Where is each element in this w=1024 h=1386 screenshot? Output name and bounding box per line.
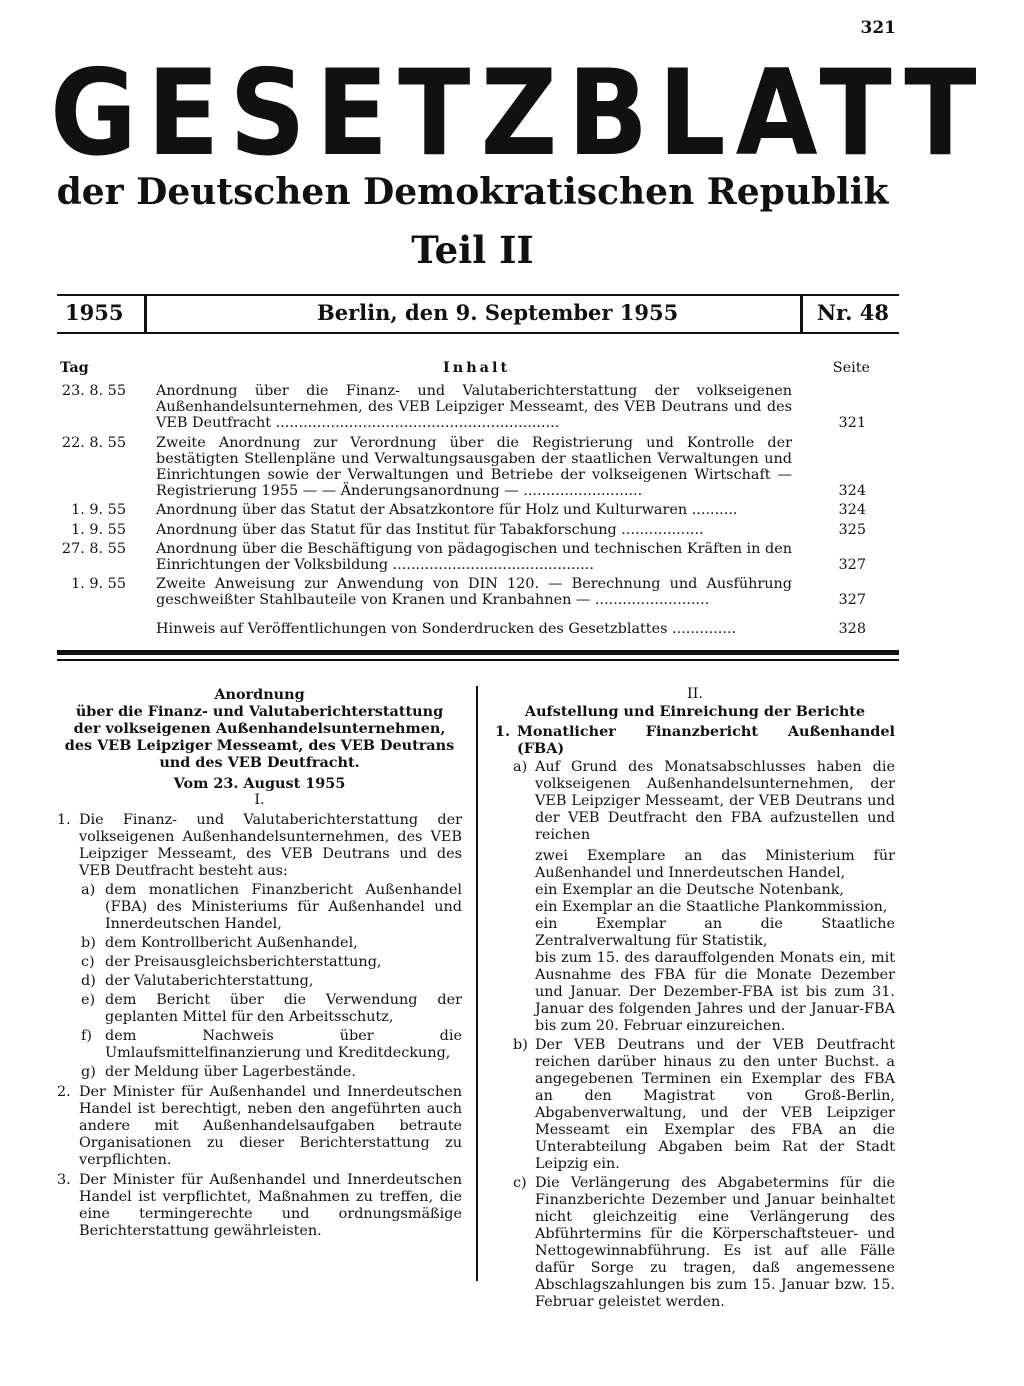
paragraph <box>57 812 462 880</box>
toc-entry-title: Anordnung über das Statut der Absatzkontore für Holz und Kulturwaren .......... <box>156 502 738 519</box>
toc-hinweis-page: 328 <box>838 620 866 637</box>
toc-entry-page: 327 <box>838 557 866 574</box>
recipient-item: ein Exemplar an die Staatliche Zentralverwaltung für Statistik, <box>535 916 895 949</box>
toc-entry-page: 325 <box>838 521 866 538</box>
toc-col-seite: Seite <box>832 360 870 376</box>
list-item-text: Auf Grund des Monatsabschlusses haben die volkseigenen Außenhandelsunternehmen, der VEB Leipziger Messeamt, der VEB Deutrans und der VEB Deutfracht den FBA aufzustellen und reichen <box>535 759 895 843</box>
subsection-heading <box>495 723 895 757</box>
issue-place-date: Berlin, den 9. September 1955 <box>317 300 679 325</box>
paragraph-number: 3. <box>57 1172 71 1188</box>
toc-entry-date: 27. 8. 55 <box>61 540 126 557</box>
list-item-text: Die Verlängerung des Abgabetermins für die Finanzberichte Dezember und Januar beinhaltet nicht gleichzeitig eine Verlängerung des Abführtermins für die Körperschaftsteuer- und Nettogewinnabführung. Es ist auf alle Fälle dafür Sorge zu tragen, daß angemessene Abschlagszahlungen bis zum 15. Januar bzw. 15. Februar geleistet werden. <box>535 1175 895 1310</box>
list-item-number: f) <box>81 1028 92 1044</box>
toc-col-inhalt: Inhalt <box>443 359 511 376</box>
info-bar <box>57 294 899 334</box>
list-item <box>495 759 895 844</box>
toc-entry <box>60 522 870 538</box>
list-item-number: d) <box>81 973 96 989</box>
toc-entry-date: 1. 9. 55 <box>71 502 126 519</box>
list-item-number: b) <box>81 935 96 951</box>
list-item-number: e) <box>81 992 96 1008</box>
subsection-title: Monatlicher Finanzbericht Außenhandel (FBA) <box>517 723 895 757</box>
toc-entry-title: Anordnung über das Statut für das Institut für Tabakforschung .................. <box>156 521 704 538</box>
list-item <box>57 973 462 990</box>
info-bar-divider-right <box>800 294 803 334</box>
toc-col-tag: Tag <box>60 359 89 376</box>
separator-rule-thick <box>57 650 899 655</box>
list-item-number: a) <box>513 759 528 775</box>
list-item-number: c) <box>513 1175 527 1191</box>
issue-year: 1955 <box>65 300 124 325</box>
subsection-number: 1. <box>495 723 511 740</box>
decree-heading-line: des VEB Leipziger Messeamt, des VEB Deutrans <box>64 737 455 754</box>
list-item <box>495 1175 895 1311</box>
toc-entry-date: 1. 9. 55 <box>71 576 126 593</box>
toc-entry-date: 1. 9. 55 <box>71 521 126 538</box>
toc-entry <box>60 435 870 500</box>
toc-entry-page: 324 <box>838 483 866 500</box>
recipient-item: ein Exemplar an die Staatliche Plankommission, <box>535 899 888 915</box>
info-bar-divider-left <box>144 294 147 334</box>
list-item-number: b) <box>513 1037 528 1053</box>
masthead-title: GESETZBLATT <box>50 44 987 182</box>
page-number: 321 <box>860 18 896 38</box>
decree-heading-line: Anordnung <box>214 686 305 703</box>
decree-date: Vom 23. August 1955 <box>173 775 346 792</box>
list-item-text: dem Nachweis über die Umlaufsmittelfinanzierung und Kreditdeckung, <box>105 1028 462 1061</box>
toc-entry-page: 321 <box>838 415 866 432</box>
toc-entry-page: 324 <box>838 502 866 519</box>
toc-entry-title: Zweite Anordnung zur Verordnung über die Registrierung und Kontrolle der bestätigten Stellenpläne und Verwaltungsausgaben der staatlichen Verwaltungen und Einrichtungen sowie der Verwaltungen und Betriebe der volkseigenen Wirtschaft — Registrierung 1955 — — Änderungsanordnung — .......................... <box>156 434 792 500</box>
list-item-number: g) <box>81 1064 96 1080</box>
list-item-continuation: bis zum 15. des darauffolgenden Monats ein, mit Ausnahme des FBA für die Monate Dezember und Januar. Der Dezember-FBA ist bis zum 31. Januar des folgenden Jahres und der Januar-FBA bis zum 20. Februar einzureichen. <box>535 950 895 1034</box>
section-heading: II. <box>687 686 703 702</box>
toc-hinweis-text: Hinweis auf Veröffentlichungen von Sonderdrucken des Gesetzblattes .............. <box>156 620 737 637</box>
toc-entry-hinweis <box>60 621 870 637</box>
masthead-part: Teil II <box>411 228 534 272</box>
list-item-text: dem monatlichen Finanzbericht Außenhandel (FBA) des Ministeriums für Außenhandel und Innerdeutschen Handel, <box>105 882 462 932</box>
right-column <box>495 686 895 1311</box>
list-item <box>495 1037 895 1173</box>
info-bar-top-rule <box>57 294 899 296</box>
paragraph-text: Der Minister für Außenhandel und Innerdeutschen Handel ist verpflichtet, Maßnahmen zu treffen, die eine termingerechte und ordnungsmäßige Berichterstattung gewährleisten. <box>79 1172 462 1239</box>
paragraph <box>57 1084 462 1169</box>
toc-entry-date: 23. 8. 55 <box>61 383 126 399</box>
list-item <box>57 935 462 952</box>
toc-entry <box>60 383 870 432</box>
toc-header <box>60 360 870 380</box>
list-item-text: dem Bericht über die Verwendung der geplanten Mittel für den Arbeitsschutz, <box>105 992 462 1025</box>
separator-rule-thin <box>57 659 899 661</box>
list-item <box>57 992 462 1026</box>
table-of-contents <box>60 360 870 637</box>
toc-entry <box>60 541 870 573</box>
paragraph-text: Der Minister für Außenhandel und Innerdeutschen Handel ist berechtigt, neben den angeführten auch andere mit Außenhandelsaufgaben betraute Organisationen zu dieser Berichterstattung zu verpflichten. <box>79 1084 462 1168</box>
section-heading: I. <box>254 792 265 808</box>
list-item-text: der Valutaberichterstattung, <box>105 973 314 989</box>
toc-entry-date: 22. 8. 55 <box>61 434 126 451</box>
toc-entry <box>60 576 870 608</box>
list-item-text: der Preisausgleichsberichterstattung, <box>105 954 382 970</box>
issue-number: Nr. 48 <box>816 300 889 325</box>
decree-heading-line: und des VEB Deutfracht. <box>159 754 360 771</box>
recipient-item: zwei Exemplare an das Ministerium für Außenhandel und Innerdeutschen Handel, <box>535 848 895 881</box>
left-column <box>57 686 462 1240</box>
list-item <box>57 1064 462 1081</box>
list-item-number: c) <box>81 954 95 970</box>
list-item-number: a) <box>81 882 96 898</box>
decree-heading-line: über die Finanz- und Valutaberichterstattung <box>75 703 444 720</box>
list-item-text: Der VEB Deutrans und der VEB Deutfracht reichen darüber hinaus zu den unter Buchst. a angegebenen Terminen ein Exemplar des FBA an den Magistrat von Groß-Berlin, Abgabenverwaltung, und der VEB Leipziger Messeamt ein Exemplar des FBA an die Unterabteilung Abgaben beim Rat der Stadt Leipzig ein. <box>535 1037 895 1172</box>
info-bar-bottom-rule <box>57 332 899 334</box>
paragraph <box>57 1172 462 1240</box>
list-item-text: dem Kontrollbericht Außenhandel, <box>105 935 358 951</box>
toc-entry-title: Anordnung über die Beschäftigung von pädagogischen und technischen Kräften in den Einrichtungen der Volksbildung ............................................ <box>156 540 792 574</box>
list-item <box>57 882 462 933</box>
section-title: Aufstellung und Einreichung der Berichte <box>524 703 866 720</box>
list-item <box>57 954 462 971</box>
toc-entry-page: 327 <box>838 592 866 609</box>
column-divider <box>476 686 478 1281</box>
recipient-item: ein Exemplar an die Deutsche Notenbank, <box>535 882 845 898</box>
list-item-text: der Meldung über Lagerbestände. <box>105 1064 356 1080</box>
masthead-subtitle: der Deutschen Demokratischen Republik <box>56 171 889 213</box>
decree-heading-line: der volkseigenen Außenhandelsunternehmen, <box>73 720 446 737</box>
paragraph-number: 1. <box>57 812 71 828</box>
paragraph-number: 2. <box>57 1084 71 1100</box>
list-item <box>57 1028 462 1062</box>
paragraph-text: Die Finanz- und Valutaberichterstattung der volkseigenen Außenhandelsunternehmen, des VEB Leipziger Messeamt, des VEB Deutrans und des VEB Deutfracht besteht aus: <box>79 812 462 879</box>
toc-entry-title: Zweite Anweisung zur Anwendung von DIN 120. — Berechnung und Ausführung geschweißter Stahlbauteile von Kranen und Kranbahnen — ......................... <box>156 576 792 609</box>
toc-entry-title: Anordnung über die Finanz- und Valutaberichterstattung der volkseigenen Außenhandelsunternehmen, des VEB Leipziger Messeamt, des VEB Deutrans und des VEB Deutfracht .............................................................. <box>156 383 792 432</box>
toc-entry <box>60 502 870 518</box>
